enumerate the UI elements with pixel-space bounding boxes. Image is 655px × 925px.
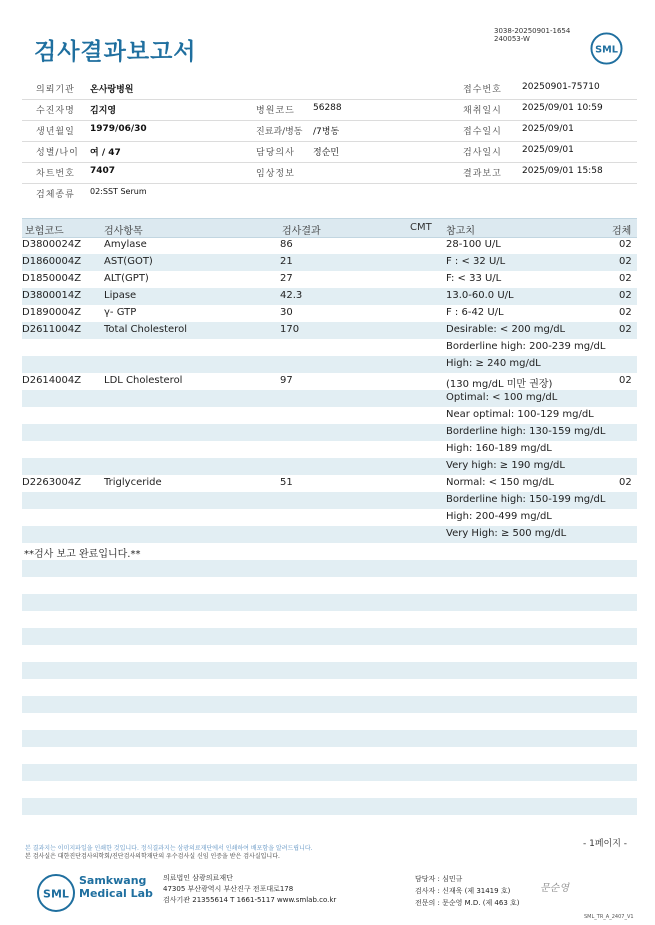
institution-label: 의뢰기관 <box>36 85 75 95</box>
info-row <box>22 163 637 184</box>
cell-specimen: 02 <box>619 290 632 301</box>
table-row <box>22 509 637 526</box>
cell-specimen: 02 <box>619 307 632 318</box>
cell-specimen: 02 <box>619 324 632 335</box>
cell-item: LDL Cholesterol <box>104 375 183 386</box>
cell-ref: Normal: < 150 mg/dL <box>446 477 554 488</box>
cell-item: Total Cholesterol <box>104 324 187 335</box>
receipt-date-label: 접수일시 <box>463 127 502 137</box>
empty-row <box>22 594 637 611</box>
table-row <box>22 237 637 254</box>
doctor-value: 정순민 <box>313 148 340 158</box>
table-row <box>22 339 637 356</box>
page-number: - 1페이지 - <box>583 839 628 849</box>
table-row <box>22 254 637 271</box>
cell-item: ALT(GPT) <box>104 273 149 284</box>
dept-label: 진료과/병동 <box>256 127 303 137</box>
table-row <box>22 288 637 305</box>
staff-specialist: 전문의 : 문순영 M.D. (제 463 호) <box>415 899 520 907</box>
table-row <box>22 475 637 492</box>
table-row <box>22 390 637 407</box>
cell-result: 42.3 <box>280 290 303 301</box>
collect-date-label: 채취일시 <box>463 106 502 116</box>
table-row <box>22 492 637 509</box>
cell-code: D2263004Z <box>22 477 82 488</box>
header-result: 검사결과 <box>282 226 321 237</box>
table-row <box>22 305 637 322</box>
empty-row <box>22 730 637 747</box>
table-row <box>22 271 637 288</box>
cell-result: 21 <box>280 256 293 267</box>
document-id <box>494 27 570 43</box>
institution-value: 온사랑병원 <box>90 85 134 95</box>
sml-footer-logo-icon <box>36 873 76 913</box>
results-table <box>22 237 637 560</box>
cell-code: D1890004Z <box>22 307 82 318</box>
cell-ref: Borderline high: 200-239 mg/dL <box>446 341 606 352</box>
sml-logo-text: SML <box>595 44 618 56</box>
empty-rows <box>22 560 637 832</box>
cell-result: 30 <box>280 307 293 318</box>
staff-tester: 검사자 : 신재욱 (제 31419 호) <box>415 887 511 895</box>
info-row <box>22 79 637 100</box>
cell-ref: Very High: ≥ 500 mg/dL <box>446 528 567 539</box>
cell-ref: F : 6-42 U/L <box>446 307 504 318</box>
info-row <box>22 100 637 121</box>
cell-code: D2614004Z <box>22 375 82 386</box>
empty-row <box>22 679 637 696</box>
empty-row <box>22 713 637 730</box>
cell-specimen: 02 <box>619 239 632 250</box>
empty-row <box>22 815 637 832</box>
test-date-value: 2025/09/01 <box>522 145 574 155</box>
cell-ref: High: 160-189 mg/dL <box>446 443 552 454</box>
cell-ref: F: < 33 U/L <box>446 273 502 284</box>
cell-code: D2611004Z <box>22 324 82 335</box>
birth-value: 1979/06/30 <box>90 124 147 134</box>
org-address: 47305 부산광역시 부산진구 전포대로178 <box>163 885 294 893</box>
sml-footer-logo-text: SML <box>43 887 69 901</box>
cell-ref: Optimal: < 100 mg/dL <box>446 392 558 403</box>
cell-ref: Very high: ≥ 190 mg/dL <box>446 460 565 471</box>
org-contact: 검사기관 21355614 T 1661-5117 www.smlab.co.kr <box>163 896 337 904</box>
header-cmt: CMT <box>410 222 432 233</box>
empty-row <box>22 747 637 764</box>
cell-item: AST(GOT) <box>104 256 153 267</box>
cell-ref: Borderline high: 130-159 mg/dL <box>446 426 606 437</box>
dept-value: /7병동 <box>313 127 340 137</box>
header-item: 검사항목 <box>104 226 143 237</box>
empty-row <box>22 781 637 798</box>
notice-image-print: 본 결과지는 이미지파일을 인쇄한 것입니다. 정식결과지는 삼광의료재단에서 인쇄하여 배포함을 알려드립니다. <box>25 845 313 852</box>
hospital-code-label: 병원코드 <box>256 106 295 116</box>
brand-line2: Medical Lab <box>79 887 153 900</box>
doctor-label: 담당의사 <box>256 148 295 158</box>
collect-date-value: 2025/09/01 10:59 <box>522 103 603 113</box>
empty-row <box>22 628 637 645</box>
document-id-line2: 240053-W <box>494 35 530 43</box>
empty-row <box>22 662 637 679</box>
info-row <box>22 142 637 163</box>
receipt-no-label: 접수번호 <box>463 85 502 95</box>
cell-item: Lipase <box>104 290 137 301</box>
specimen-type-value: 02:SST Serum <box>90 187 147 196</box>
table-row <box>22 373 637 390</box>
footer-org-info <box>163 873 336 906</box>
specimen-type-label: 검체종류 <box>36 190 75 200</box>
cell-specimen: 02 <box>619 375 632 386</box>
cell-ref: F : < 32 U/L <box>446 256 506 267</box>
cell-specimen: 02 <box>619 273 632 284</box>
receipt-no-value: 20250901-75710 <box>522 82 600 92</box>
empty-row <box>22 696 637 713</box>
table-row <box>22 526 637 543</box>
table-row <box>22 441 637 458</box>
test-date-label: 검사일시 <box>463 148 502 158</box>
document-id-line1: 3038-20250901-1654 <box>494 27 571 35</box>
examinee-label: 수진자명 <box>36 106 75 116</box>
cell-specimen: 02 <box>619 256 632 267</box>
sex-age-value: 여 / 47 <box>90 148 121 158</box>
header-ref: 참고치 <box>446 226 475 237</box>
table-row <box>22 322 637 339</box>
signature: 문순영 <box>540 883 569 894</box>
sml-logo-icon <box>590 32 623 65</box>
info-row <box>22 184 637 204</box>
cell-result: 51 <box>280 477 293 488</box>
birth-label: 생년월일 <box>36 127 75 137</box>
cell-ref: Borderline high: 150-199 mg/dL <box>446 494 606 505</box>
cell-ref: High: ≥ 240 mg/dL <box>446 358 541 369</box>
cell-ref: High: 200-499 mg/dL <box>446 511 552 522</box>
form-code: SML_TR_A_2407_V1 <box>584 914 634 920</box>
table-row <box>22 407 637 424</box>
empty-row <box>22 577 637 594</box>
chart-no-label: 차트번호 <box>36 169 75 179</box>
empty-row <box>22 645 637 662</box>
cell-code: D1860004Z <box>22 256 82 267</box>
table-row <box>22 458 637 475</box>
brand-name <box>79 874 153 900</box>
chart-no-value: 7407 <box>90 166 116 176</box>
document-title: 검사결과보고서 <box>34 39 197 65</box>
cell-result: 97 <box>280 375 293 386</box>
completion-note: **검사 보고 완료입니다.** <box>24 549 141 560</box>
empty-row <box>22 798 637 815</box>
cell-code: D1850004Z <box>22 273 82 284</box>
org-name: 의료법인 삼광의료재단 <box>163 874 233 882</box>
clinical-label: 임상정보 <box>256 169 295 179</box>
info-row <box>22 121 637 142</box>
examinee-value: 김지영 <box>90 106 117 116</box>
brand-line1: Samkwang <box>79 874 147 887</box>
footer-staff <box>415 873 520 909</box>
report-date-value: 2025/09/01 15:58 <box>522 166 603 176</box>
cell-result: 170 <box>280 324 300 335</box>
cell-ref: 13.0-60.0 U/L <box>446 290 514 301</box>
hospital-code-value: 56288 <box>313 103 342 113</box>
table-row <box>22 543 637 560</box>
cell-result: 86 <box>280 239 293 250</box>
empty-row <box>22 611 637 628</box>
cell-specimen: 02 <box>619 477 632 488</box>
cell-ref: (130 mg/dL 미만 권장) <box>446 379 553 390</box>
header-code: 보험코드 <box>25 226 64 237</box>
report-date-label: 결과보고 <box>463 169 502 179</box>
cell-code: D3800014Z <box>22 290 82 301</box>
table-row <box>22 424 637 441</box>
empty-row <box>22 764 637 781</box>
results-header <box>22 218 637 238</box>
cell-item: γ- GTP <box>104 307 137 318</box>
cell-item: Amylase <box>104 239 147 250</box>
staff-manager: 담당자 : 심민규 <box>415 875 463 883</box>
sex-age-label: 성별/나이 <box>36 148 79 158</box>
cell-item: Triglyceride <box>104 477 162 488</box>
cell-result: 27 <box>280 273 293 284</box>
patient-info <box>22 79 637 204</box>
cell-ref: 28-100 U/L <box>446 239 501 250</box>
header-specimen: 검체 <box>612 226 632 237</box>
cell-ref: Desirable: < 200 mg/dL <box>446 324 566 335</box>
empty-row <box>22 560 637 577</box>
receipt-date-value: 2025/09/01 <box>522 124 574 134</box>
notice-certification: 본 검사실은 대한진단검사의학회/진단검사의학재단의 우수검사실 신임 인증을 받은 검사실입니다. <box>25 853 280 860</box>
cell-ref: Near optimal: 100-129 mg/dL <box>446 409 594 420</box>
table-row <box>22 356 637 373</box>
cell-code: D3800024Z <box>22 239 82 250</box>
